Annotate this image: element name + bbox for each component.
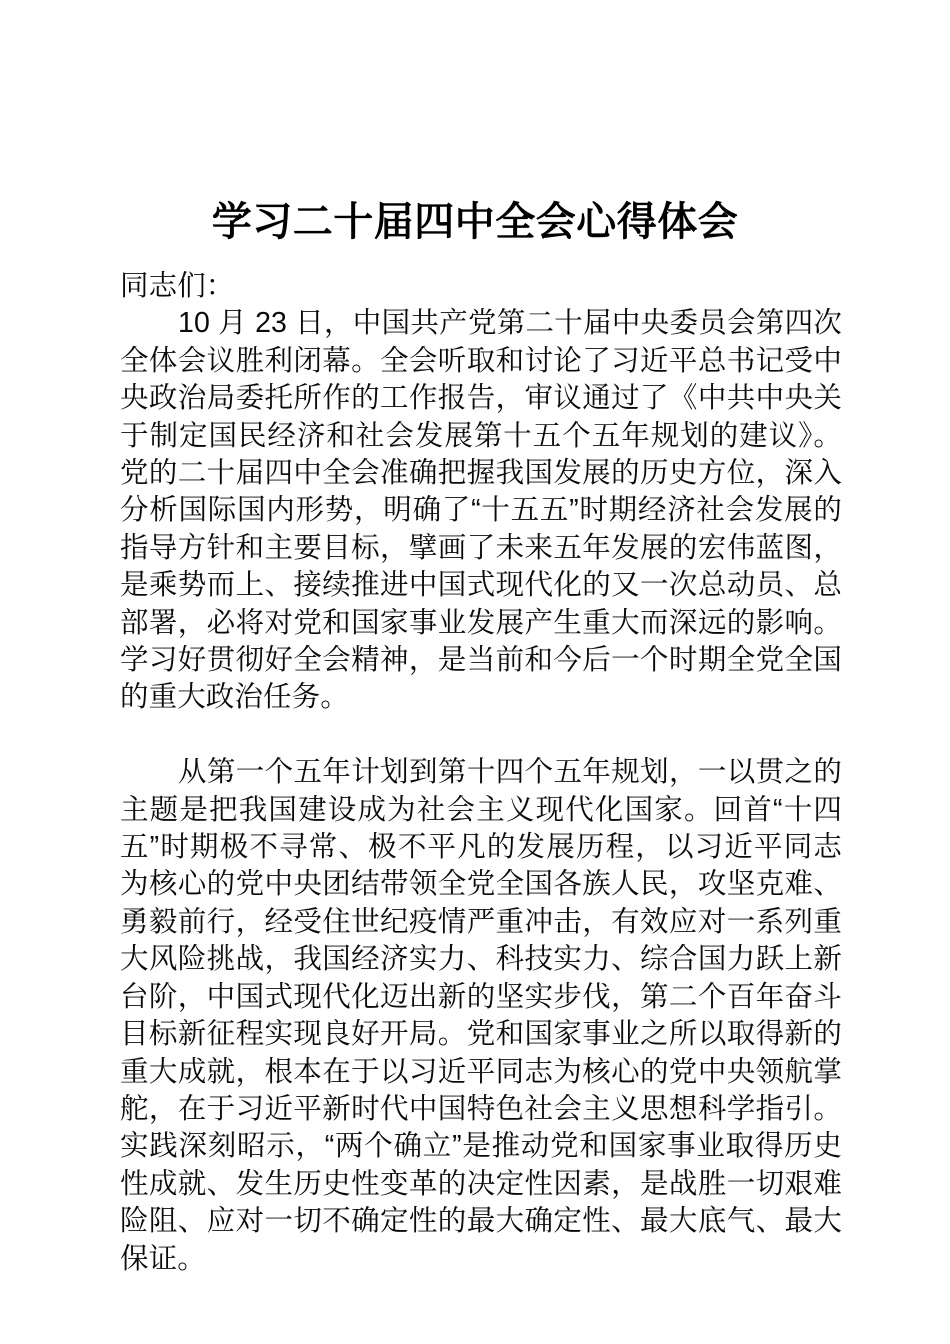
page-title: 学习二十届四中全会心得体会 (211, 198, 739, 244)
body-paragraph-1: 10 月 23 日，中国共产党第二十届中央委员会第四次全体会议胜利闭幕。全会听取和讨论了习近平总书记受中央政治局委托所作的工作报告，审议通过了《中共中央关于制定国民经济和社会发展第十五个五年规划的建议》。党的二十届四中全会准确把握我国发展的历史方位，深入分析国际国内形势，明确了“十五五”时期经济社会发展的指导方针和主要目标，擘画了未来五年发展的宏伟蓝图，是乘势而上、接续推进中国式现代化的又一次总动员、总部署，必将对党和国家事业发展产生重大而深远的影响。学习好贯彻好全会精神，是当前和今后一个时期全党全国的重大政治任务。 (120, 307, 842, 714)
document-body (120, 268, 842, 1278)
body-paragraph-2: 从第一个五年计划到第十四个五年规划，一以贯之的主题是把我国建设成为社会主义现代化国家。回首“十四五”时期极不寻常、极不平凡的发展历程，以习近平同志为核心的党中央团结带领全党全国各族人民，攻坚克难、勇毅前行，经受住世纪疫情严重冲击，有效应对一系列重大风险挑战，我国经济实力、科技实力、综合国力跃上新台阶，中国式现代化迈出新的坚实步伐，第二个百年奋斗目标新征程实现良好开局。党和国家事业之所以取得新的重大成就，根本在于以习近平同志为核心的党中央领航掌舵，在于习近平新时代中国特色社会主义思想科学指引。实践深刻昭示，“两个确立”是推动党和国家事业取得历史性成就、发生历史性变革的决定性因素，是战胜一切艰难险阻、应对一切不确定性的最大确定性、最大底气、最大保证。 (120, 756, 842, 1275)
salutation-line: 同志们： (120, 270, 235, 302)
